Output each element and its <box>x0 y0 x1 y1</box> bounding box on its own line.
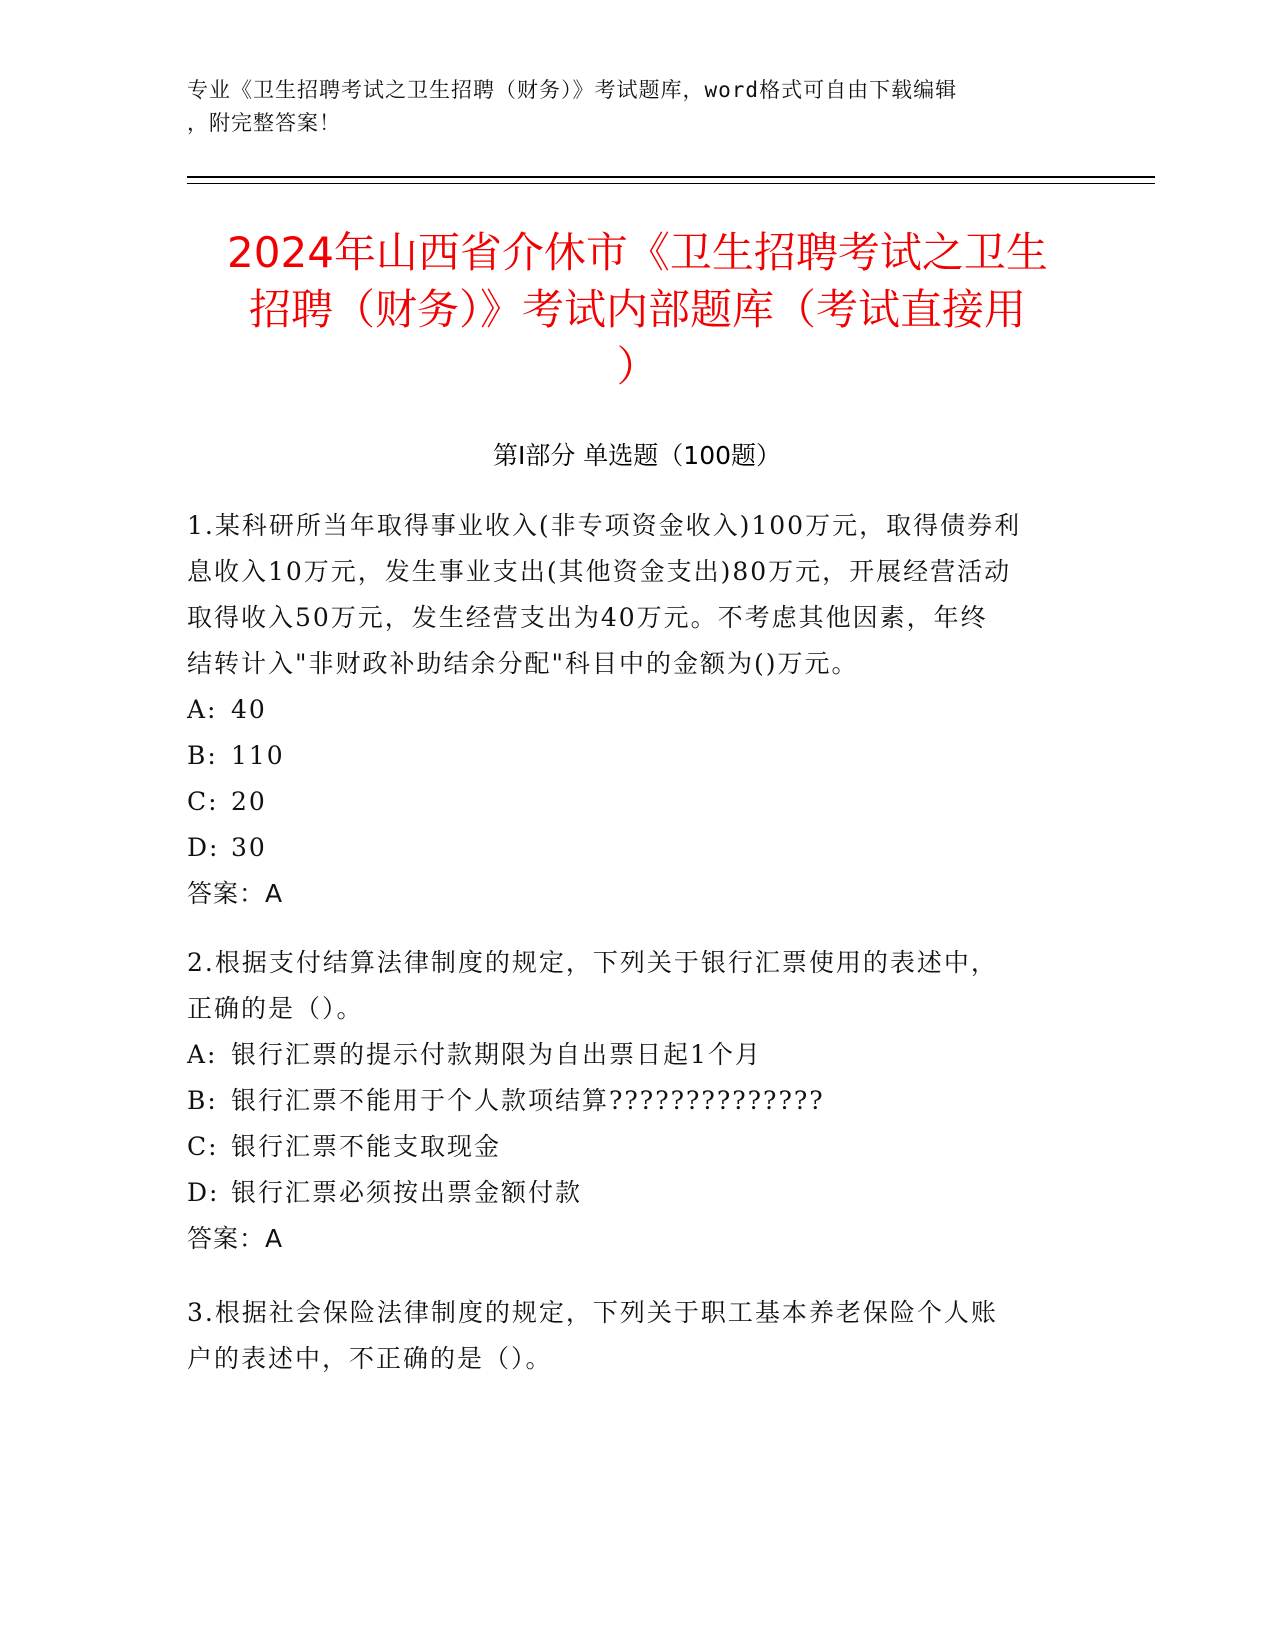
question-stem-line: 结转计入"非财政补助结余分配"科目中的金额为()万元。 <box>187 649 859 678</box>
option-label: A: <box>187 1040 218 1069</box>
document-title <box>170 224 1105 395</box>
option-label: C: <box>187 1132 219 1161</box>
question-1 <box>187 503 1087 917</box>
question-stem-line: 正确的是（）。 <box>187 994 364 1023</box>
option-text: 银行汇票的提示付款期限为自出票日起1个月 <box>231 1040 762 1069</box>
option-c <box>187 779 1087 825</box>
option-label: D: <box>187 833 220 862</box>
option-text: 20 <box>231 787 267 816</box>
document-title-line: 招聘（财务）》考试内部题库（考试直接用 <box>248 285 1026 334</box>
question-stem-line: 1.某科研所当年取得事业收入(非专项资金收入)100万元，取得债券利 <box>187 511 1022 540</box>
option-d <box>187 825 1087 871</box>
question-stem-line: 2.根据支付结算法律制度的规定，下列关于银行汇票使用的表述中， <box>187 948 998 977</box>
option-label: B: <box>187 1086 218 1115</box>
question-stem-line: 3.根据社会保险法律制度的规定，下列关于职工基本养老保险个人账 <box>187 1298 998 1327</box>
header-note-line: 专业《卫生招聘考试之卫生招聘（财务）》考试题库，word格式可自由下载编辑 <box>187 78 958 102</box>
answer-line: 答案：A <box>187 879 284 908</box>
question-2 <box>187 940 1087 1262</box>
option-text: 银行汇票不能支取现金 <box>231 1132 502 1161</box>
question-stem-line: 息收入10万元，发生事业支出(其他资金支出)80万元，开展经营活动 <box>187 557 1012 586</box>
option-b <box>187 733 1087 779</box>
option-text: 110 <box>231 741 285 770</box>
question-stem-line: 取得收入50万元，发生经营支出为40万元。不考虑其他因素，年终 <box>187 603 988 632</box>
question-stem-line: 户的表述中，不正确的是（）。 <box>187 1344 553 1373</box>
option-a <box>187 1032 1087 1078</box>
option-a <box>187 687 1087 733</box>
option-text: 30 <box>231 833 267 862</box>
header-divider-thin <box>187 183 1155 184</box>
option-label: B: <box>187 741 218 770</box>
option-text: 银行汇票不能用于个人款项结算?????????????? <box>231 1086 825 1115</box>
header-divider-thick <box>187 176 1155 178</box>
option-label: D: <box>187 1178 220 1207</box>
option-text: 银行汇票必须按出票金额付款 <box>231 1178 583 1207</box>
header-note <box>187 74 1067 140</box>
document-title-line: ） <box>616 342 659 391</box>
option-text: 40 <box>231 695 267 724</box>
option-label: C: <box>187 787 219 816</box>
answer-line: 答案：A <box>187 1224 284 1253</box>
document-title-line: 2024年山西省介休市《卫生招聘考试之卫生 <box>227 228 1048 277</box>
option-d <box>187 1170 1087 1216</box>
section-heading: 第I部分 单选题（100题） <box>492 441 782 470</box>
question-3 <box>187 1290 1087 1382</box>
option-label: A: <box>187 695 218 724</box>
option-b <box>187 1078 1087 1124</box>
header-note-line: ，附完整答案！ <box>187 111 341 135</box>
option-c <box>187 1124 1087 1170</box>
